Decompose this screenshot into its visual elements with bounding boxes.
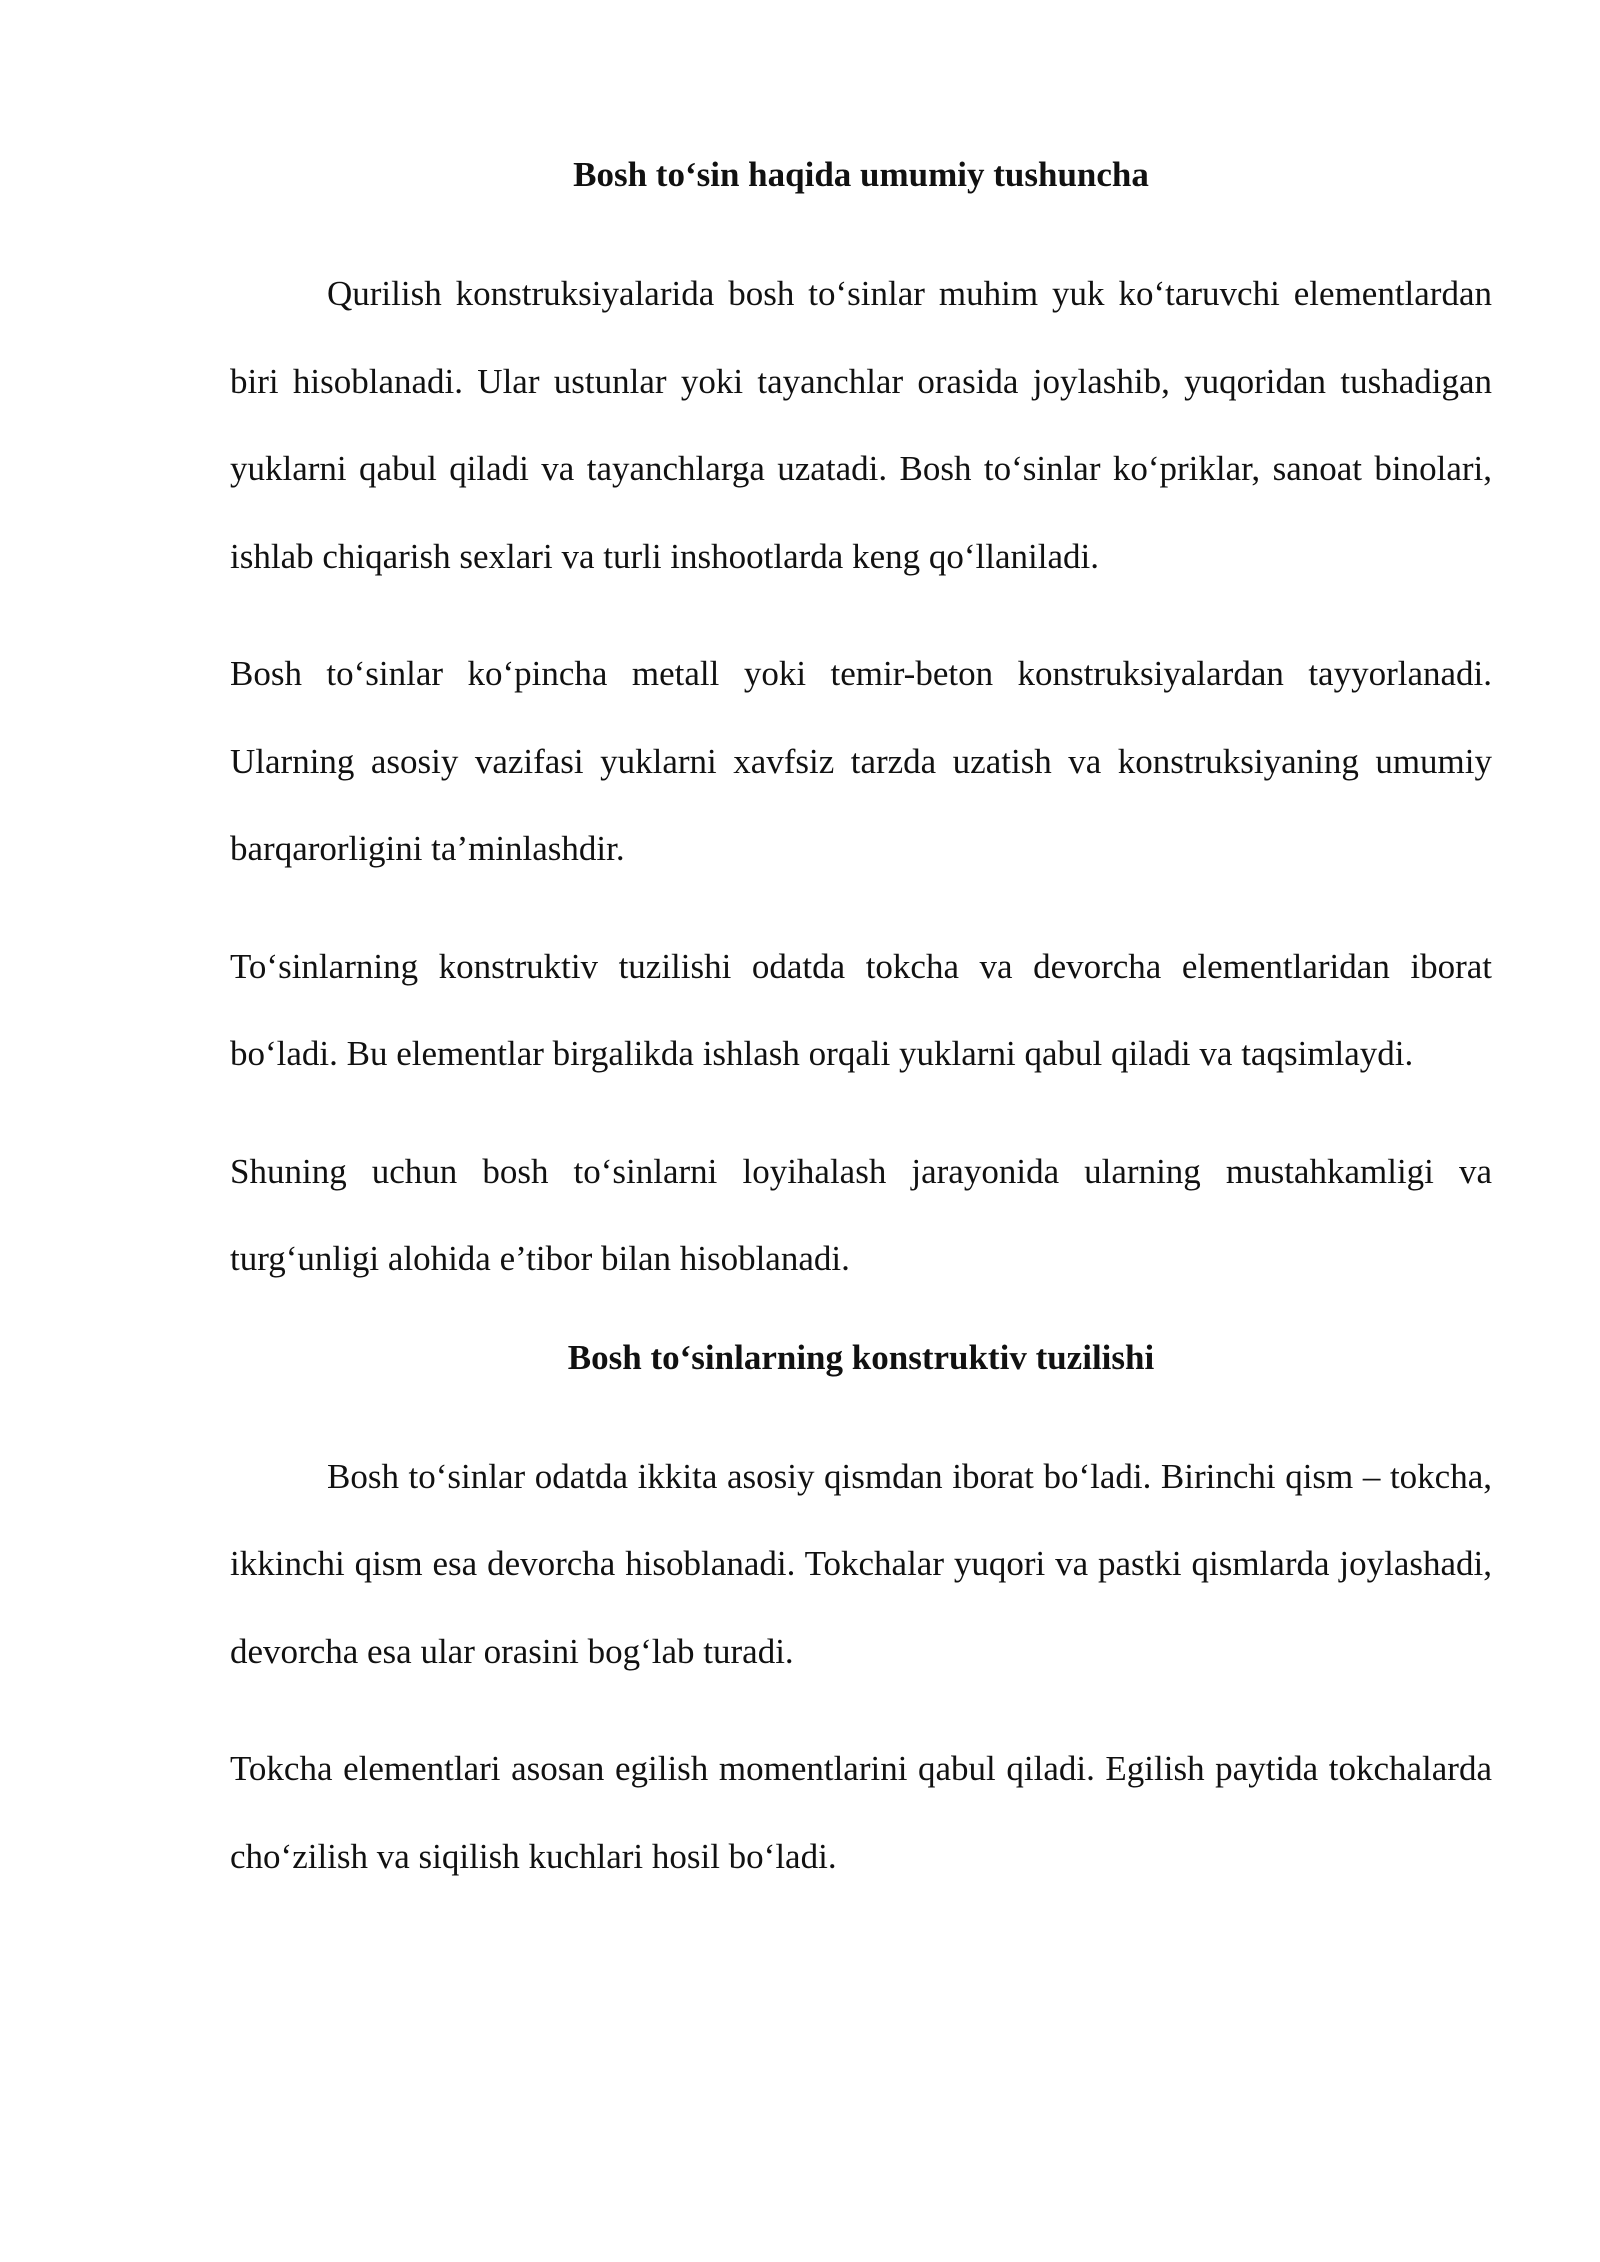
paragraph-flanges: Tokcha elementlari asosan egilish momentlarini qabul qiladi. Egilish paytida tokchalarda cho‘zilish va siqilish kuchlari hosil bo‘ladi. (230, 1749, 1492, 1876)
section-title-constructive-structure: Bosh to‘sinlarning konstruktiv tuzilishi (567, 1337, 1155, 1377)
section-title-general-concept: Bosh to‘sin haqida umumiy tushuncha (573, 155, 1149, 194)
document-body (230, 150, 1492, 1930)
paragraph-parts: Bosh to‘sinlar odatda ikkita asosiy qismdan iborat bo‘ladi. Birinchi qism – tokcha, ikkinchi qism esa devorcha hisoblanadi. Tokchalar yuqori va pastki qismlarda joylashadi, devorcha esa ular orasini bog‘lab turadi. (230, 1456, 1492, 1671)
paragraph-design: Shuning uchun bosh to‘sinlarni loyihalash jarayonida ularning mustahkamligi va turg‘unligi alohida e’tibor bilan hisoblanadi. (230, 1151, 1492, 1278)
paragraph-intro: Qurilish konstruksiyalarida bosh to‘sinlar muhim yuk ko‘taruvchi elementlardan biri hisoblanadi. Ular ustunlar yoki tayanchlar orasida joylashib, yuqoridan tushadigan yuklarni qabul qiladi va tayanchlarga uzatadi. Bosh to‘sinlar ko‘priklar, sanoat binolari, ishlab chiqarish sexlari va turli inshootlarda keng qo‘llaniladi. (230, 274, 1492, 576)
paragraph-structure: To‘sinlarning konstruktiv tuzilishi odatda tokcha va devorcha elementlaridan iborat bo‘ladi. Bu elementlar birgalikda ishlash orqali yuklarni qabul qiladi va taqsimlaydi. (230, 946, 1492, 1073)
paragraph-materials: Bosh to‘sinlar ko‘pincha metall yoki temir-beton konstruksiyalardan tayyorlanadi. Ularning asosiy vazifasi yuklarni xavfsiz tarzda uzatish va konstruksiyaning umumiy barqarorligini ta’minlashdir. (230, 654, 1492, 868)
